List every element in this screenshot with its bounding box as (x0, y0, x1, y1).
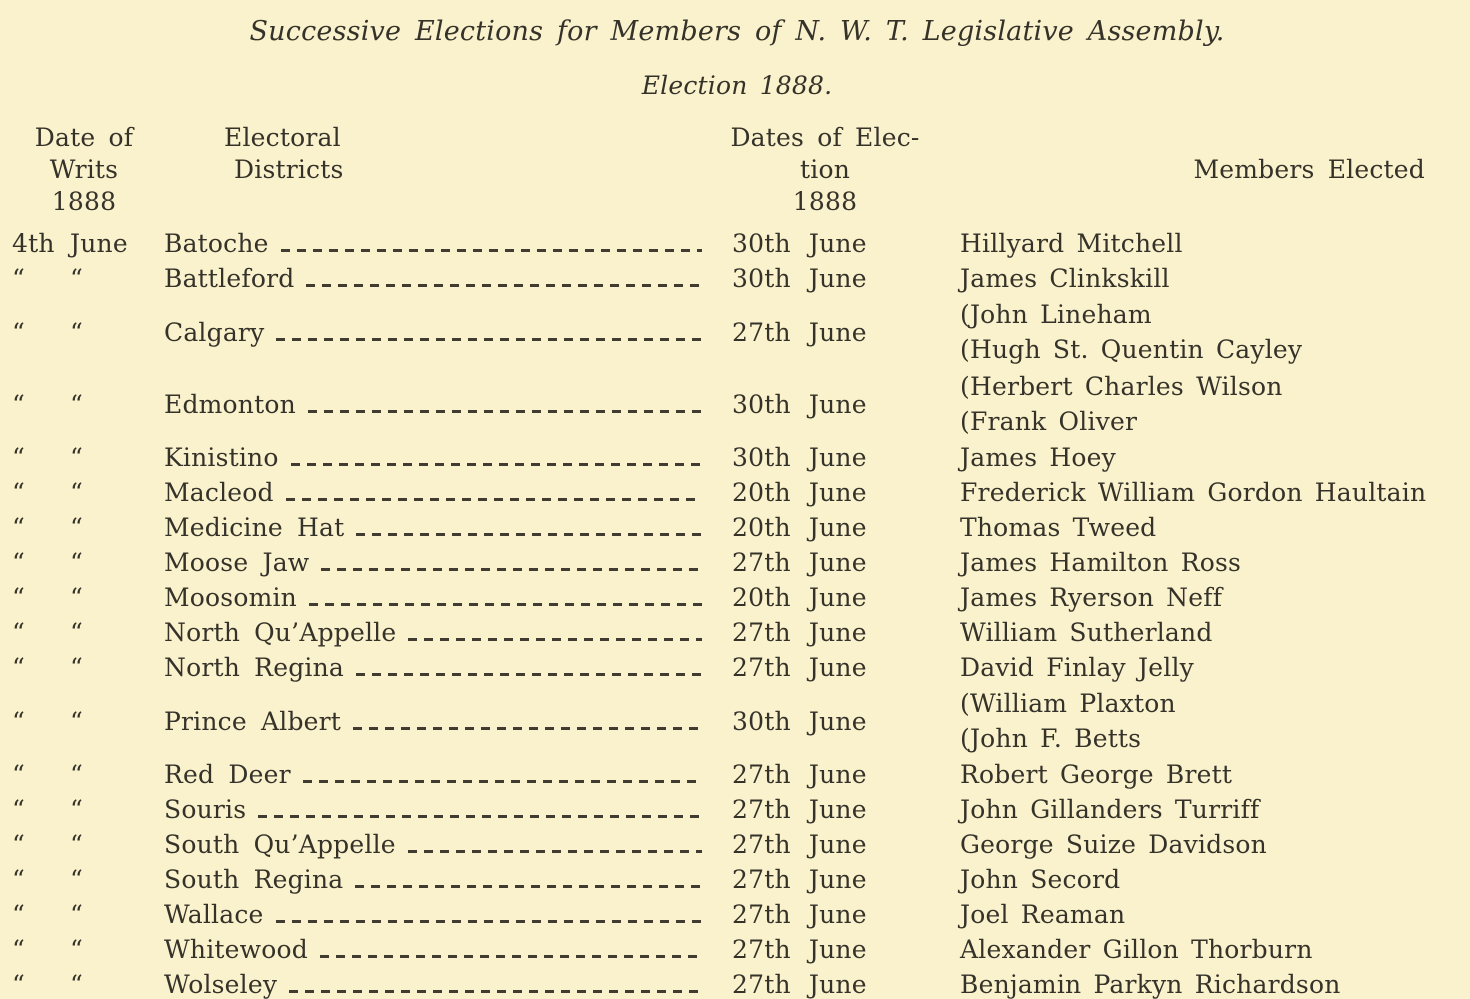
writ-day-cell: “ (12, 706, 25, 736)
election-date-cell: 27th June (732, 548, 867, 577)
writ-day-cell: “ (12, 865, 25, 894)
writ-month-cell: “ (70, 443, 83, 472)
writ-day-cell: “ (12, 900, 25, 929)
member-name: (Frank Oliver (960, 407, 1138, 436)
member-name: James Hamilton Ross (960, 548, 1242, 577)
dashed-leader (309, 603, 702, 606)
members-cell (934, 650, 1470, 685)
writ-month-cell: “ (70, 317, 83, 347)
document-subtitle: Election 1888. (641, 71, 833, 100)
writ-month-cell: “ (70, 970, 83, 999)
writ-month-cell: “ (70, 583, 83, 612)
table-row (4, 545, 1470, 580)
writ-day-cell: 4th (12, 229, 55, 258)
dashed-leader (356, 673, 702, 676)
district-cell (164, 705, 716, 738)
district-name: Calgary (164, 317, 265, 347)
table-row (4, 226, 1470, 261)
header-line: Date of (34, 123, 134, 152)
district-name: Kinistino (164, 443, 279, 472)
district-name: North Qu’Appelle (164, 618, 397, 647)
district-cell (164, 863, 716, 896)
election-date-cell: 20th June (732, 583, 867, 612)
members-cell (934, 686, 1470, 756)
header-line: Districts (234, 155, 344, 184)
district-cell (164, 651, 716, 684)
writ-month-cell: “ (70, 513, 83, 542)
election-date-cell: 30th June (732, 229, 867, 258)
members-cell (934, 827, 1470, 862)
table-row (4, 757, 1470, 792)
district-cell (164, 476, 716, 509)
members-cell (934, 580, 1470, 615)
election-date-cell: 30th June (732, 389, 867, 419)
writ-day-cell: “ (12, 264, 25, 293)
writ-month-cell: “ (70, 795, 83, 824)
header-date-of-writs (4, 122, 164, 218)
member-name: (William Plaxton (960, 689, 1176, 718)
members-cell (934, 545, 1470, 580)
dashed-leader (408, 850, 702, 853)
table-row (4, 967, 1470, 999)
header-line: tion (800, 155, 850, 184)
members-cell (934, 615, 1470, 650)
members-cell (934, 297, 1470, 367)
writ-month-cell: “ (70, 478, 83, 507)
dashed-leader (303, 780, 702, 783)
writ-month-cell: “ (70, 900, 83, 929)
dashed-leader (353, 727, 702, 730)
members-cell (934, 932, 1470, 967)
table-header-row (4, 122, 1470, 218)
member-name: Joel Reaman (960, 900, 1126, 929)
district-cell (164, 968, 716, 999)
dashed-leader (408, 638, 702, 641)
members-cell (934, 510, 1470, 545)
table-row (4, 580, 1470, 615)
member-name: (Herbert Charles Wilson (960, 372, 1283, 401)
election-date-cell: 27th June (732, 970, 867, 999)
writ-day-cell: “ (12, 970, 25, 999)
district-name: Moose Jaw (164, 548, 310, 577)
dashed-leader (306, 284, 702, 287)
table-row (4, 650, 1470, 685)
header-line: 1888 (792, 187, 858, 216)
member-name: James Ryerson Neff (960, 583, 1223, 612)
member-name: (John F. Betts (960, 724, 1142, 753)
header-members-elected: Members Elected (1193, 155, 1425, 184)
district-name: Moosomin (164, 583, 297, 612)
table-row (4, 897, 1470, 932)
writ-day-cell: “ (12, 389, 25, 419)
election-date-cell: 27th June (732, 865, 867, 894)
district-cell (164, 227, 716, 260)
district-name: North Regina (164, 653, 344, 682)
writ-day-cell: “ (12, 795, 25, 824)
dashed-leader (276, 920, 702, 923)
election-date-cell: 27th June (732, 653, 867, 682)
district-name: South Qu’Appelle (164, 830, 396, 859)
member-name: John Gillanders Turriff (960, 795, 1260, 824)
member-name: Benjamin Parkyn Richardson (960, 970, 1341, 999)
district-cell (164, 546, 716, 579)
writ-day-cell: “ (12, 830, 25, 859)
dashed-leader (320, 955, 702, 958)
dashed-leader (291, 463, 702, 466)
header-line: Writs (49, 155, 119, 184)
member-name: (Hugh St. Quentin Cayley (960, 335, 1303, 364)
writ-month-cell: June (70, 229, 128, 258)
table-row (4, 862, 1470, 897)
election-date-cell: 27th June (732, 795, 867, 824)
election-date-cell: 27th June (732, 900, 867, 929)
header-line: Electoral (224, 123, 341, 152)
members-cell (934, 967, 1470, 999)
members-cell (934, 475, 1470, 510)
district-cell (164, 511, 716, 544)
table-row (4, 475, 1470, 510)
election-date-cell: 27th June (732, 830, 867, 859)
writ-day-cell: “ (12, 935, 25, 964)
district-cell (164, 933, 716, 966)
members-cell (934, 226, 1470, 261)
member-name: Robert George Brett (960, 760, 1233, 789)
writ-day-cell: “ (12, 317, 25, 347)
table-row (4, 261, 1470, 296)
writ-day-cell: “ (12, 653, 25, 682)
writ-month-cell: “ (70, 935, 83, 964)
district-name: Battleford (164, 264, 295, 293)
member-name: George Suize Davidson (960, 830, 1267, 859)
table-row (4, 510, 1470, 545)
members-cell (934, 261, 1470, 296)
table-row (4, 296, 1470, 368)
election-date-cell: 20th June (732, 513, 867, 542)
district-name: Macleod (164, 478, 274, 507)
elections-table (4, 122, 1470, 999)
district-name: South Regina (164, 865, 344, 894)
writ-day-cell: “ (12, 443, 25, 472)
dashed-leader (308, 410, 702, 413)
election-date-cell: 27th June (732, 317, 867, 347)
district-cell (164, 581, 716, 614)
writ-day-cell: “ (12, 478, 25, 507)
election-date-cell: 27th June (732, 935, 867, 964)
writ-day-cell: “ (12, 583, 25, 612)
member-name: Thomas Tweed (960, 513, 1157, 542)
writ-month-cell: “ (70, 760, 83, 789)
member-name: (John Lineham (960, 300, 1152, 329)
member-name: William Sutherland (960, 618, 1213, 647)
members-cell (934, 757, 1470, 792)
header-line: Dates of Elec- (730, 123, 920, 152)
election-date-cell: 30th June (732, 443, 867, 472)
election-date-cell: 30th June (732, 264, 867, 293)
member-name: James Hoey (960, 443, 1116, 472)
district-name: Medicine Hat (164, 513, 345, 542)
writ-day-cell: “ (12, 760, 25, 789)
table-row (4, 932, 1470, 967)
members-cell (934, 369, 1470, 439)
dashed-leader (321, 568, 702, 571)
district-cell (164, 616, 716, 649)
writ-month-cell: “ (70, 618, 83, 647)
dashed-leader (281, 249, 702, 252)
district-cell (164, 758, 716, 791)
district-cell (164, 898, 716, 931)
election-date-cell: 30th June (732, 706, 867, 736)
dashed-leader (276, 338, 702, 341)
header-electoral-districts (164, 122, 716, 218)
election-date-cell: 20th June (732, 478, 867, 507)
district-cell (164, 793, 716, 826)
writ-month-cell: “ (70, 865, 83, 894)
district-name: Whitewood (164, 935, 308, 964)
election-date-cell: 27th June (732, 618, 867, 647)
writ-month-cell: “ (70, 264, 83, 293)
district-cell (164, 262, 716, 295)
dashed-leader (258, 815, 702, 818)
dashed-leader (289, 990, 702, 993)
members-cell (934, 792, 1470, 827)
writ-month-cell: “ (70, 706, 83, 736)
district-cell (164, 828, 716, 861)
members-cell (934, 862, 1470, 897)
dashed-leader (356, 533, 702, 536)
table-row (4, 368, 1470, 440)
table-row (4, 440, 1470, 475)
members-cell (934, 440, 1470, 475)
district-name: Wolseley (164, 970, 278, 999)
member-name: David Finlay Jelly (960, 653, 1194, 682)
district-name: Prince Albert (164, 706, 342, 736)
member-name: Frederick William Gordon Haultain (960, 478, 1427, 507)
writ-day-cell: “ (12, 618, 25, 647)
table-row (4, 685, 1470, 757)
member-name: Alexander Gillon Thorburn (960, 935, 1313, 964)
election-date-cell: 27th June (732, 760, 867, 789)
district-name: Batoche (164, 229, 269, 258)
table-row (4, 792, 1470, 827)
member-name: James Clinkskill (960, 264, 1170, 293)
writ-month-cell: “ (70, 830, 83, 859)
table-row (4, 615, 1470, 650)
dashed-leader (355, 885, 702, 888)
document-title: Successive Elections for Members of N. W. T. Legislative Assembly. (249, 16, 1225, 47)
dashed-leader (286, 498, 702, 501)
district-name: Wallace (164, 900, 264, 929)
header-line: 1888 (51, 187, 117, 216)
member-name: John Secord (960, 865, 1121, 894)
writ-day-cell: “ (12, 513, 25, 542)
district-cell (164, 388, 716, 421)
header-dates-of-election (716, 122, 934, 218)
district-name: Red Deer (164, 760, 291, 789)
writ-month-cell: “ (70, 548, 83, 577)
table-row (4, 827, 1470, 862)
district-cell (164, 316, 716, 349)
member-name: Hillyard Mitchell (960, 229, 1183, 258)
district-cell (164, 441, 716, 474)
writ-day-cell: “ (12, 548, 25, 577)
writ-month-cell: “ (70, 653, 83, 682)
members-cell (934, 897, 1470, 932)
district-name: Souris (164, 795, 247, 824)
writ-month-cell: “ (70, 389, 83, 419)
district-name: Edmonton (164, 389, 296, 419)
